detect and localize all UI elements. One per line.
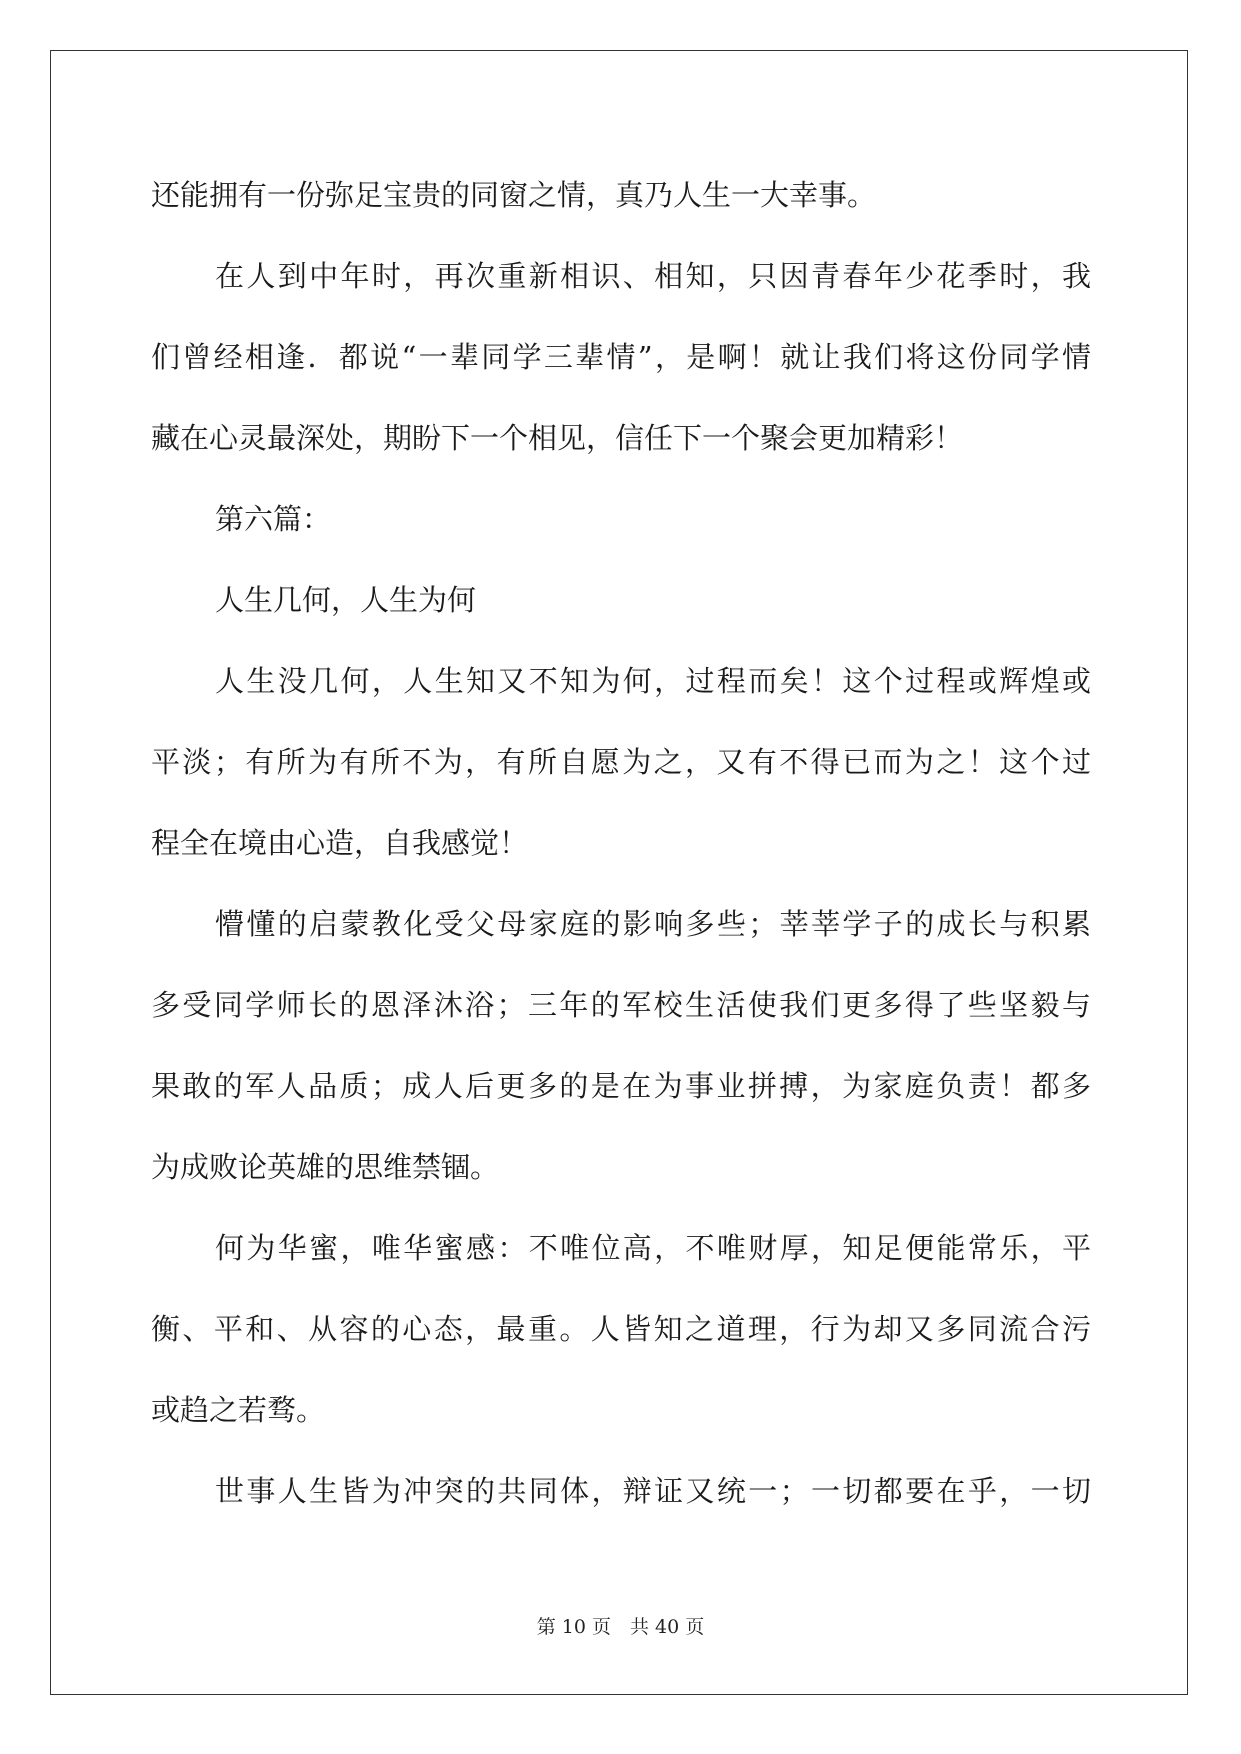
paragraph-line: 或趋之若骛。 (151, 1393, 326, 1427)
paragraph-line: 人生没几何，人生知又不知为何，过程而矣！这个过程或辉煌或 (215, 664, 1091, 698)
paragraph-line: 衡、平和、从容的心态，最重。人皆知之道理，行为却又多同流合污 (151, 1312, 1091, 1346)
document-body (151, 155, 1091, 1532)
paragraph-line: 还能拥有一份弥足宝贵的同窗之情，真乃人生一大幸事。 (151, 178, 877, 212)
page-number-footer: 第 10 页 共 40 页 (536, 1616, 705, 1638)
paragraph-line: 平淡；有所为有所不为，有所自愿为之，又有不得已而为之！这个过 (151, 745, 1091, 779)
section-title: 人生几何，人生为何 (215, 583, 477, 617)
paragraph-line: 藏在心灵最深处，期盼下一个相见，信任下一个聚会更加精彩！ (151, 421, 964, 455)
paragraph-line: 懵懂的启蒙教化受父母家庭的影响多些；莘莘学子的成长与积累 (215, 907, 1091, 941)
paragraph-line: 程全在境由心造，自我感觉！ (151, 826, 529, 860)
paragraph-line: 们曾经相逢．都说“一辈同学三辈情”，是啊！就让我们将这份同学情 (151, 340, 1091, 374)
section-heading: 第六篇： (215, 502, 332, 536)
paragraph-line: 何为华蜜，唯华蜜感：不唯位高，不唯财厚，知足便能常乐，平 (215, 1231, 1091, 1265)
paragraph-line: 多受同学师长的恩泽沐浴；三年的军校生活使我们更多得了些坚毅与 (151, 988, 1091, 1022)
paragraph-line: 世事人生皆为冲突的共同体，辩证又统一；一切都要在乎，一切 (215, 1474, 1091, 1508)
paragraph-line: 为成败论英雄的思维禁锢。 (151, 1150, 500, 1184)
paragraph-line: 在人到中年时，再次重新相识、相知，只因青春年少花季时，我 (215, 259, 1091, 293)
paragraph-line: 果敢的军人品质；成人后更多的是在为事业拼搏，为家庭负责！都多 (151, 1069, 1091, 1103)
